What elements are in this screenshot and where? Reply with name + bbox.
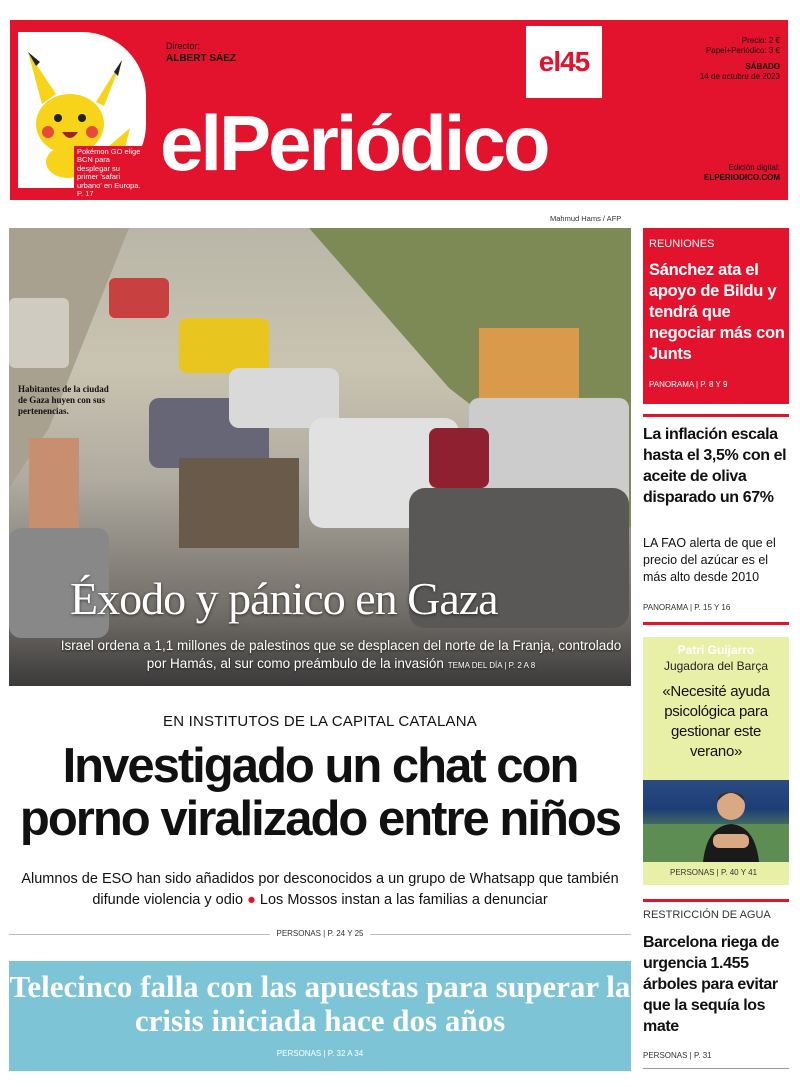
agua-bottom-rule <box>643 1068 789 1069</box>
reuniones-ref[interactable]: PANORAMA | P. 8 Y 9 <box>649 380 728 389</box>
digital-url[interactable]: ELPERIODICO.COM <box>703 173 780 182</box>
digital-label: Edición digital: <box>728 163 780 172</box>
chat-ref[interactable] <box>9 929 631 938</box>
inflacion-headline[interactable]: La inflación escala hasta el 3,5% con el aceite de oliva disparado un 67% <box>643 426 787 506</box>
anniversary-badge: el45 <box>526 26 602 98</box>
lead-dek-text: Israel ordena a 1,1 millones de palestinos que se desplacen del norte de la Franja, controlado por Hamás, al sur como preámbulo de la invasión <box>60 638 622 671</box>
inflacion-bottom-rule <box>643 622 789 625</box>
price-line-2: Papel+Periódico: 3 € <box>705 46 780 55</box>
edition-info <box>684 36 780 82</box>
bullet-icon: ● <box>247 892 256 908</box>
chat-kicker: EN INSTITUTOS DE LA CAPITAL CATALANA <box>163 713 477 730</box>
pokemon-teaser-text[interactable]: Pokémon GO elige BCN para desplegar su primer 'safari urbano' en Europa. P. 17 <box>74 146 144 200</box>
patri-ref[interactable]: PERSONAS | P. 40 Y 41 <box>670 868 758 877</box>
agua-ref[interactable]: PERSONAS | P. 31 <box>643 1051 712 1060</box>
telecinco-ref[interactable]: PERSONAS | P. 32 A 34 <box>276 1049 364 1058</box>
inflacion-ref[interactable]: PANORAMA | P. 15 Y 16 <box>643 603 731 612</box>
patri-name: Patri Guijarro <box>677 643 755 657</box>
telecinco-headline[interactable]: Telecinco falla con las apuestas para superar la crisis iniciada hace dos años <box>9 969 631 1038</box>
chat-ref-text[interactable]: PERSONAS | P. 24 Y 25 <box>270 929 369 938</box>
agua-headline[interactable]: Barcelona riega de urgencia 1.455 árboles para evitar que la sequía los mate <box>643 934 779 1035</box>
reuniones-headline[interactable]: Sánchez ata el apoyo de Bildu y tendrá que negociar más con Junts <box>649 261 785 363</box>
agua-kicker: RESTRICCIÓN DE AGUA <box>643 909 771 921</box>
edition-date: 14 de octubre de 2023 <box>699 72 780 81</box>
inflacion-top-rule <box>643 414 789 417</box>
inflacion-body: LA FAO alerta de que el precio del azúcar es el más alto desde 2010 <box>643 536 776 584</box>
photo-credit: Mahmud Hams / AFP <box>550 214 622 223</box>
photo-caption: Habitantes de la ciudad de Gaza huyen con sus pertenencias. <box>18 384 109 416</box>
player-portrait-image <box>643 780 789 862</box>
director-name: ALBERT SÁEZ <box>166 53 236 64</box>
digital-edition <box>684 163 780 183</box>
reuniones-kicker: REUNIONES <box>649 238 715 250</box>
price-line-1: Precio: 2 € <box>741 36 780 45</box>
chat-headline[interactable]: Investigado un chat con porno viralizado entre niños <box>19 739 621 846</box>
director-label: Director: <box>166 41 201 51</box>
patri-role: Jugadora del Barça <box>663 659 769 673</box>
chat-dek-part1: Alumnos de ESO han sido añadidos por desconocidos a un grupo de Whatsapp que también difunde violencia y odio <box>21 871 619 908</box>
chat-dek <box>9 869 631 911</box>
newspaper-logo[interactable]: elPeriódico <box>160 99 548 187</box>
patri-quote[interactable]: «Necesité ayuda psicológica para gestionar este verano» <box>662 683 770 760</box>
chat-dek-part2: Los Mossos instan a las familias a denunciar <box>259 892 548 908</box>
lead-dek <box>56 637 626 675</box>
lead-headline[interactable]: Éxodo y pánico en Gaza <box>70 573 498 624</box>
agua-top-rule <box>643 899 789 902</box>
lead-ref[interactable]: TEMA DEL DÍA | P. 2 A 8 <box>447 661 536 670</box>
patri-photo[interactable] <box>643 780 789 862</box>
edition-day: SÁBADO <box>745 62 780 71</box>
